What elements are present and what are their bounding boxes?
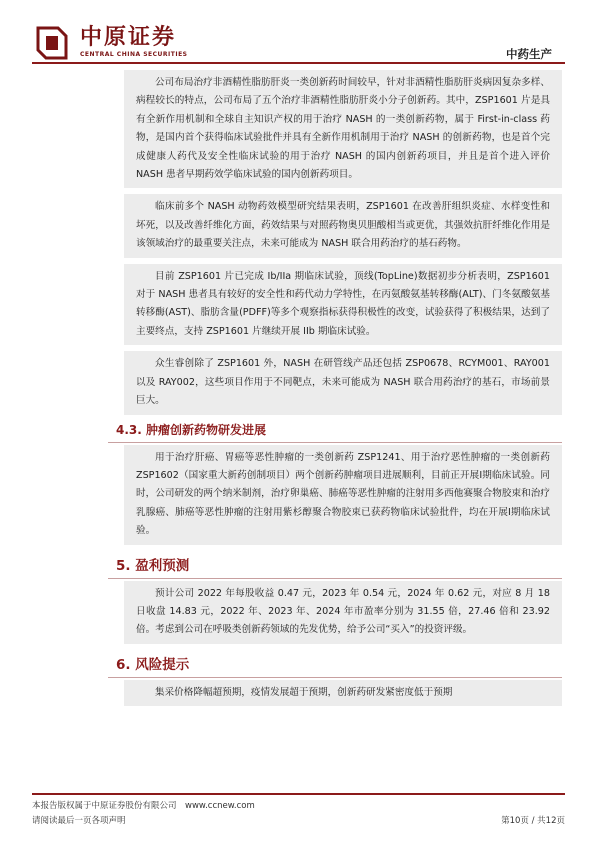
section-heading-risk	[116, 650, 554, 680]
paragraph-preclinical: 临床前多个 NASH 动物药效模型研究结果表明，ZSP1601 在改善肝组织炎症、水样变性和坏死，以及改善纤维化方面，药效结果与对照药物奥贝胆酸相当或更优，其强效抗肝纤维化作用是该领域治疗的最重要关注点，未来可能成为 NASH 联合用药治疗的基石药物。	[124, 194, 562, 257]
footer-divider	[32, 793, 565, 795]
section-heading-oncology	[116, 415, 554, 445]
page-header	[0, 0, 596, 70]
paragraph-clinical-progress: 目前 ZSP1601 片已完成 Ib/IIa 期临床试验，顶线(TopLine)数据初步分析表明，ZSP1601 对于 NASH 患者具有较好的安全性和药代动力学特性，在丙氨酸氨基转移酶(ALT)、门冬氨酸氨基转移酶(AST)、脂肪含量(PDFF)等多个观察指标获得积极性的改变，试验获得了积极结果，达到了主要终点，支持 ZSP1601 片继续开展 IIb 期临床试验。	[124, 264, 562, 346]
paragraph-nash-products: 众生睿创除了 ZSP1601 外，NASH 在研管线产品还包括 ZSP0678、RCYM001、RAY001 以及 RAY002，这些项目作用于不同靶点，未来可能成为 NASH 联合用药治疗的基石，市场前景巨大。	[124, 351, 562, 414]
header-section-label: 中药生产	[506, 47, 552, 61]
paragraph-nash-pipeline: 公司布局治疗非酒精性脂肪肝炎一类创新药时间较早，针对非酒精性脂肪肝炎病因复杂多样、病程较长的特点，公司布局了五个治疗非酒精性脂肪肝炎小分子创新药。其中，ZSP1601 片是具有全新作用机制和全球自主知识产权的用于治疗 NASH 的一类创新药物，属于 First-in-class 药物，是国内首个获得临床试验批件并具有全新作用机制用于治疗 NASH 的创新药物，也是首个完成健康人药代及安全性临床试验的用于治疗 NASH 的国内创新药项目，并且是首个进入评价 NASH 患者早期药效学临床试验的国内创新药项目。	[124, 70, 562, 188]
section-heading-risk-text: 6. 风险提示	[116, 656, 190, 673]
report-body	[116, 70, 554, 706]
header-divider	[32, 62, 565, 64]
logo-english-name: CENTRAL CHINA SECURITIES	[80, 51, 188, 58]
section-underline	[108, 677, 562, 678]
logo-chinese-name: 中原证券	[80, 25, 177, 50]
section-heading-forecast-text: 5. 盈利预测	[116, 557, 190, 574]
logo-mark-icon	[36, 26, 68, 60]
footer-copyright: 本报告版权属于中原证券股份有限公司 www.ccnew.com	[32, 801, 255, 811]
footer-disclaimer: 请阅读最后一页各项声明	[32, 816, 126, 826]
company-logo	[36, 26, 190, 64]
paragraph-oncology: 用于治疗肝癌、胃癌等恶性肿瘤的一类创新药 ZSP1241、用于治疗恶性肿瘤的一类创新药 ZSP1602（国家重大新药创制项目）两个创新药肿瘤项目进展顺利，目前正开展Ⅰ期临床试验。同时，公司研发的两个纳米制剂，治疗卵巢癌、肺癌等恶性肿瘤的注射用多西他赛聚合物胶束和治疗乳腺癌、肺癌等恶性肿瘤的注射用紫杉醇聚合物胶束已获药物临床试验批件，均在开展Ⅰ期临床试验。	[124, 445, 562, 545]
section-heading-oncology-text: 4.3. 肿瘤创新药物研发进展	[116, 422, 266, 437]
section-heading-forecast	[116, 551, 554, 581]
page-footer	[32, 793, 565, 833]
paragraph-forecast: 预计公司 2022 年每股收益 0.47 元，2023 年 0.54 元，2024 年 0.62 元，对应 8 月 18 日收盘 14.83 元，2022 年、2023 年、2024 年市盈率分别为 31.55 倍，27.46 倍和 23.92 倍。考虑到公司在呼吸类创新药领域的先发优势，给予公司“买入”的投资评级。	[124, 581, 562, 644]
section-underline	[108, 442, 562, 443]
page-number: 第10页 / 共12页	[501, 816, 565, 826]
section-underline	[108, 578, 562, 579]
paragraph-risk: 集采价格降幅超预期，疫情发展超于预期，创新药研发紧密度低于预期	[124, 680, 562, 706]
